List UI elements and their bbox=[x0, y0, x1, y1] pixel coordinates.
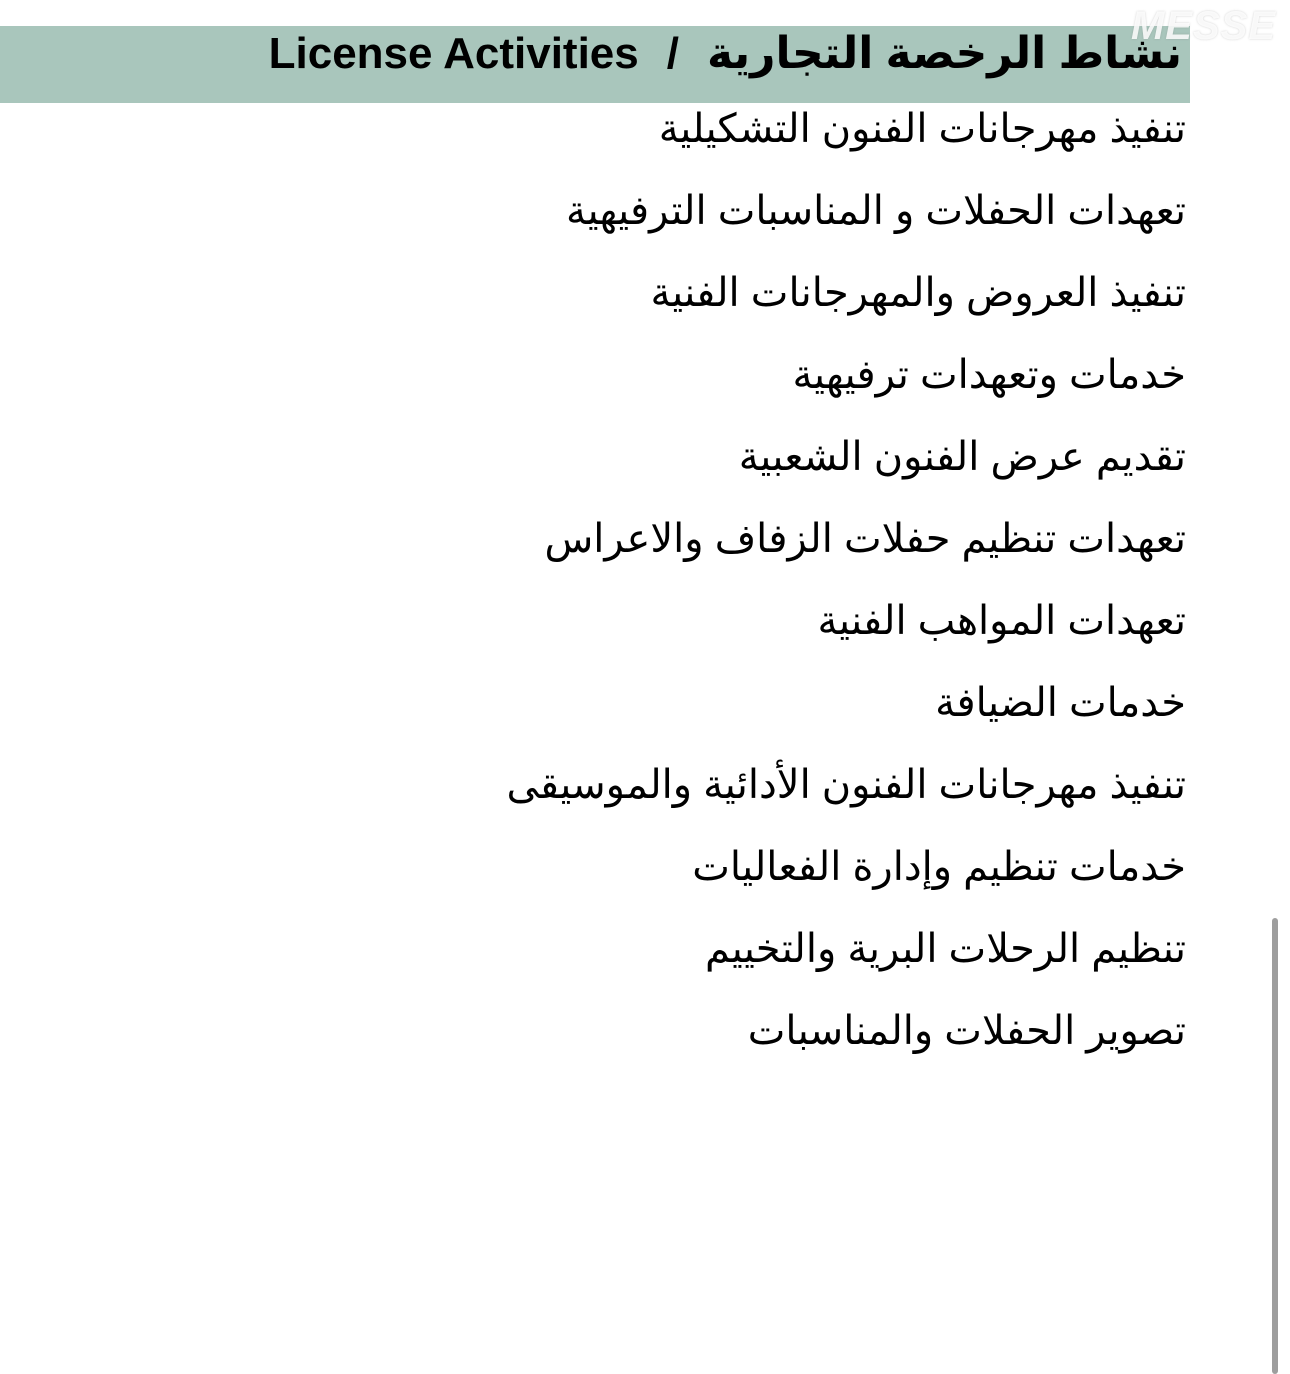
page-title bbox=[269, 26, 1182, 82]
activity-list bbox=[186, 104, 1186, 1088]
activity-item: تنفيذ مهرجانات الفنون الأدائية والموسيقى bbox=[506, 763, 1186, 807]
title-arabic: نشاط الرخصة التجارية bbox=[706, 29, 1182, 78]
activity-item: تعهدات المواهب الفنية bbox=[817, 599, 1186, 643]
title-separator: / bbox=[666, 29, 679, 78]
activity-item: خدمات وتعهدات ترفيهية bbox=[792, 353, 1186, 397]
activity-item: تقديم عرض الفنون الشعبية bbox=[738, 435, 1186, 479]
activity-item: خدمات الضيافة bbox=[935, 681, 1186, 725]
activity-item: تنفيذ مهرجانات الفنون التشكيلية bbox=[658, 107, 1186, 151]
activity-item: تصوير الحفلات والمناسبات bbox=[747, 1009, 1186, 1053]
scrollbar[interactable] bbox=[1272, 918, 1278, 1374]
title-english: License Activities bbox=[268, 29, 639, 78]
activity-item: تنفيذ العروض والمهرجانات الفنية bbox=[650, 271, 1186, 315]
activity-item: تعهدات الحفلات و المناسبات الترفيهية bbox=[566, 189, 1186, 233]
activity-item: خدمات تنظيم وإدارة الفعاليات bbox=[692, 845, 1186, 889]
activity-item: تنظيم الرحلات البرية والتخييم bbox=[705, 927, 1186, 971]
activity-item: تعهدات تنظيم حفلات الزفاف والاعراس bbox=[544, 517, 1186, 561]
watermark-logo: MESSE bbox=[1130, 4, 1276, 48]
